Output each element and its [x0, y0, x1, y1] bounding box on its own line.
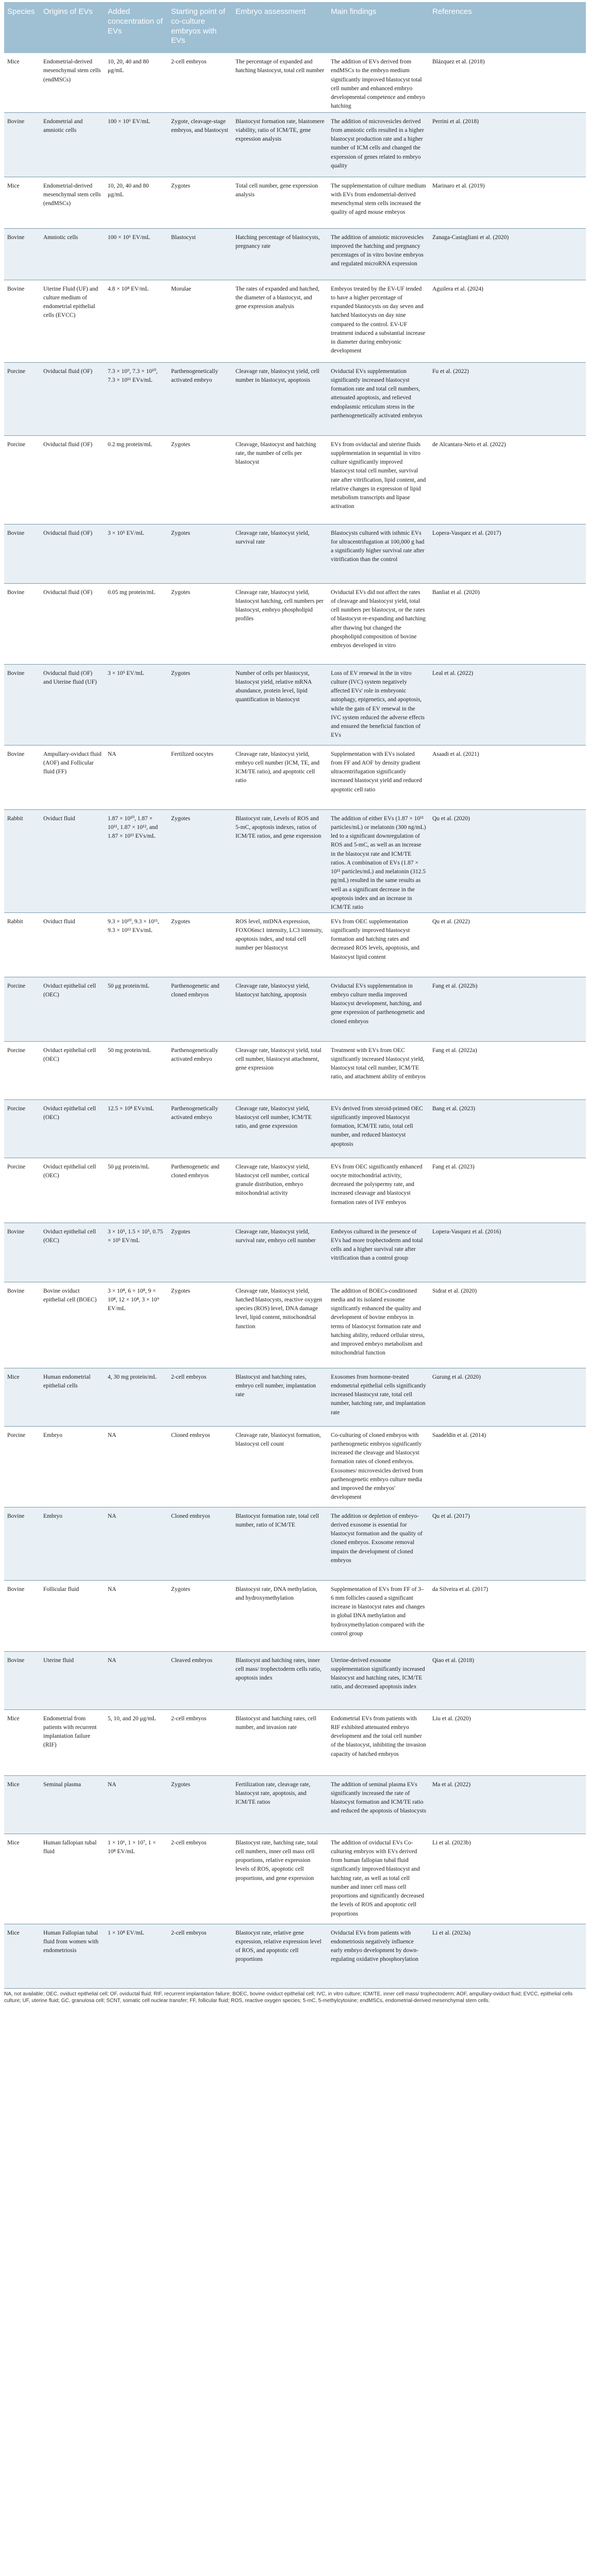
table-row	[4, 1426, 586, 1507]
cell-findings: The addition of amniotic microvesicles improved the hatching and pregnancy percentages of in vitro bovine embryos and regulated microRNA expression	[328, 228, 429, 280]
cell-assessment: The percentage of expanded and hatching blastocyst, total cell number	[232, 53, 328, 112]
cell-species: Bovine	[4, 280, 40, 362]
cell-origin: Oviduct epithelial cell (OEC)	[40, 977, 105, 1041]
cell-assessment: Cleavage, blastocyst and hatching rate, the number of cells per blastocyst	[232, 435, 328, 524]
cell-findings: Co-culturing of cloned embryos with parthenogenetic embryos significantly increased the cleavage and blastocyst formation rates of cloned embryos. Exosomes/ microvesicles derived from parthenogenetic embryo culture media and improved the embryos' development	[328, 1426, 429, 1507]
header-starting-point: Starting point of co-culture embryos with EVs	[168, 2, 232, 53]
cell-species: Bovine	[4, 1507, 40, 1580]
cell-assessment: Cleavage rate, blastocyst yield, hatched blastocysts, reactive oxygen species (ROS) level, DNA damage level, lipid content, mitochondrial function	[232, 1282, 328, 1368]
cell-assessment: ROS level, mtDNA expression, FOXO6mc1 intensity, LC3 intensity, apoptosis index, and total cell number per blastocyst	[232, 912, 328, 977]
cell-origin: Oviductal fluid (OF)	[40, 583, 105, 664]
header-species: Species	[4, 2, 40, 53]
cell-reference: Qu et al. (2017)	[429, 1507, 586, 1580]
cell-concentration: 1.87 × 10¹⁰, 1.87 × 10¹¹, 1.87 × 10¹², and 1.87 × 10¹³ EVs/mL	[105, 809, 168, 912]
cell-assessment: Blastocyst rate, DNA methylation, and hydroxymethylation	[232, 1580, 328, 1651]
cell-origin: Oviductal fluid (OF)	[40, 524, 105, 583]
table-body	[4, 53, 586, 1988]
cell-species: Porcine	[4, 435, 40, 524]
cell-species: Porcine	[4, 1158, 40, 1223]
cell-assessment: Blastocyst and hatching rates, inner cell mass/ trophectoderm cells ratio, apoptosis index	[232, 1651, 328, 1709]
cell-starting: 2-cell embryos	[168, 1834, 232, 1924]
cell-findings: Supplementation with EVs isolated from FF and AOF by density gradient ultracentrifugation significantly increased blastocyst yield and reduced apoptotic cell ratio	[328, 745, 429, 809]
cell-concentration: 50 μg protein/mL	[105, 977, 168, 1041]
cell-reference: Perrini et al. (2018)	[429, 112, 586, 177]
cell-findings: The addition of seminal plasma EVs significantly increased the rate of blastocyst formation and ICM/TE ratio and reduced the apoptosis of blastocysts	[328, 1775, 429, 1834]
cell-species: Mice	[4, 1834, 40, 1924]
cell-reference: Lopera-Vasquez et al. (2016)	[429, 1223, 586, 1282]
cell-starting: 2-cell embryos	[168, 1368, 232, 1426]
cell-species: Bovine	[4, 583, 40, 664]
cell-origin: Bovine oviduct epithelial cell (BOEC)	[40, 1282, 105, 1368]
cell-species: Mice	[4, 1775, 40, 1834]
table-row	[4, 177, 586, 228]
cell-origin: Oviductal fluid (OF) and Uterine fluid (UF)	[40, 664, 105, 745]
table-row	[4, 745, 586, 809]
cell-starting: Parthenogenetically activated embryo	[168, 1041, 232, 1099]
cell-assessment: Blastocyst and hatching rates, cell number, and invasion rate	[232, 1709, 328, 1775]
cell-findings: Exosomes from hormone-treated endometrial epithelial cells significantly increased blastocyst rate, total cell number, hatching rate, and implantation rate	[328, 1368, 429, 1426]
cell-starting: Parthenogenetic and cloned embryos	[168, 1158, 232, 1223]
cell-species: Mice	[4, 1709, 40, 1775]
header-origins: Origins of EVs	[40, 2, 105, 53]
table-row	[4, 1158, 586, 1223]
cell-starting: Zygotes	[168, 583, 232, 664]
header-references: References	[429, 2, 586, 53]
cell-findings: Oviductal EVs supplementation in embryo culture media improved blastocyst development, hatching, and gene expression of parthenogenetic and cloned embryos	[328, 977, 429, 1041]
cell-assessment: Blastocyst rate, relative gene expression, relative expression level of ROS, and apoptotic cell proportions	[232, 1924, 328, 1988]
cell-species: Bovine	[4, 745, 40, 809]
cell-assessment: Blastocyst formation rate, total cell number, ratio of ICM/TE	[232, 1507, 328, 1580]
table-row	[4, 1368, 586, 1426]
cell-reference: Fu et al. (2022)	[429, 362, 586, 435]
cell-findings: Blastocysts cultured with isthmic EVs for ultracentrifugation at 100,000 g had a significantly higher survival rate after vitrification than the control	[328, 524, 429, 583]
cell-species: Mice	[4, 1368, 40, 1426]
cell-assessment: Cleavage rate, blastocyst yield, embryo cell number (ICM, TE, and ICM/TE ratio), and apoptotic cell ratio	[232, 745, 328, 809]
cell-concentration: 4.8 × 10⁸ EV/mL	[105, 280, 168, 362]
table-row	[4, 809, 586, 912]
table-row	[4, 228, 586, 280]
cell-starting: Parthenogenetically activated embryo	[168, 362, 232, 435]
cell-species: Bovine	[4, 1651, 40, 1709]
cell-starting: Zygotes	[168, 664, 232, 745]
cell-concentration: 0.2 mg protein/mL	[105, 435, 168, 524]
cell-origin: Human endometrial epithelial cells	[40, 1368, 105, 1426]
cell-concentration: 3 × 10⁵ EV/mL	[105, 524, 168, 583]
cell-assessment: Cleavage rate, blastocyst yield, blastocyst hatching, cell numbers per blastocyst, embryo phospholipid profiles	[232, 583, 328, 664]
cell-reference: Lopera-Vasquez et al. (2017)	[429, 524, 586, 583]
cell-assessment: Cleavage rate, blastocyst yield, survival rate, embryo cell number	[232, 1223, 328, 1282]
cell-starting: Zygotes	[168, 1223, 232, 1282]
cell-reference: de Alcantara-Neto et al. (2022)	[429, 435, 586, 524]
cell-findings: EVs from OEC supplementation significantly improved blastocyst formation and hatching rates and decreased ROS levels, apoptosis, and blastocyst lipid content	[328, 912, 429, 977]
cell-findings: EVs from OEC significantly enhanced oocyte mitochondrial activity, decreased the polyspermy rate, and increased cleavage and blastocyst formation rates of IVF embryos	[328, 1158, 429, 1223]
cell-species: Rabbit	[4, 912, 40, 977]
cell-starting: Zygotes	[168, 809, 232, 912]
cell-starting: Blastocyst	[168, 228, 232, 280]
cell-findings: EVs from oviductal and uterine fluids supplementation in sequential in vitro culture significantly improved blastocyst total cell number, survival rate after vitrification, lipid content, and relative changes in expression of lipid metabolism transcripts and lipase activation	[328, 435, 429, 524]
cell-concentration: 1 × 10⁸ EV/mL	[105, 1924, 168, 1988]
cell-assessment: Blastocyst rate, Levels of ROS and 5-mC, apoptosis indexes, ratios of ICM/TE ratios, and gene expression	[232, 809, 328, 912]
cell-concentration: 50 μg protein/mL	[105, 1158, 168, 1223]
table-row	[4, 664, 586, 745]
cell-origin: Oviductal fluid (OF)	[40, 435, 105, 524]
cell-assessment: Fertilization rate, cleavage rate, blastocyst rate, apoptosis, and ICM/TE ratios	[232, 1775, 328, 1834]
cell-species: Porcine	[4, 977, 40, 1041]
cell-origin: Uterine Fluid (UF) and culture medium of endometrial epithelial cells (EVCC)	[40, 280, 105, 362]
cell-starting: Parthenogenetically activated embryo	[168, 1099, 232, 1158]
cell-concentration: NA	[105, 1580, 168, 1651]
cell-reference: Aguilera et al. (2024)	[429, 280, 586, 362]
cell-findings: Supplementation of EVs from FF of 3–6 mm follicles caused a significant increase in blastocyst rates and changes in global DNA methylation and hydroxymethylation compared with the control group	[328, 1580, 429, 1651]
cell-assessment: Cleavage rate, blastocyst formation, blastocyst cell count	[232, 1426, 328, 1507]
cell-findings: Uterine-derived exosome supplementation significantly increased blastocyst and hatching rates, ICM/TE ratio, and decreased apoptosis index	[328, 1651, 429, 1709]
cell-reference: Blázquez et al. (2018)	[429, 53, 586, 112]
cell-reference: Qu et al. (2020)	[429, 809, 586, 912]
table-row	[4, 1041, 586, 1099]
table-row	[4, 1223, 586, 1282]
cell-starting: Zygote, cleavage-stage embryos, and blastocyst	[168, 112, 232, 177]
cell-starting: Morulae	[168, 280, 232, 362]
cell-origin: Endometrial-derived mesenchymal stem cells (endMSCs)	[40, 53, 105, 112]
cell-species: Bovine	[4, 1282, 40, 1368]
cell-starting: 2-cell embryos	[168, 1709, 232, 1775]
cell-concentration: 0.05 mg protein/mL	[105, 583, 168, 664]
cell-concentration: 3 × 10⁵ EV/mL	[105, 664, 168, 745]
table-row	[4, 1099, 586, 1158]
cell-origin: Oviductal fluid (OF)	[40, 362, 105, 435]
cell-starting: Zygotes	[168, 177, 232, 228]
cell-findings: Embryos treated by the EV-UF tended to have a higher percentage of expanded blastocysts on day seven and hatched blastocysts on day nine compared to the control. EV-UF treatment induced a substantial increase in diameter during embryonic development	[328, 280, 429, 362]
cell-species: Mice	[4, 1924, 40, 1988]
cell-concentration: 50 mg protein/mL	[105, 1041, 168, 1099]
cell-reference: Liu et al. (2020)	[429, 1709, 586, 1775]
table-row	[4, 583, 586, 664]
cell-concentration: NA	[105, 745, 168, 809]
cell-concentration: 10, 20, 40 and 80 μg/mL	[105, 177, 168, 228]
cell-origin: Endometrial from patients with recurrent implantation failure (RIF)	[40, 1709, 105, 1775]
cell-reference: Asaadi et al. (2021)	[429, 745, 586, 809]
cell-findings: Oviductal EVs did not affect the rates of cleavage and blastocyst yield, total cell numbers per blastocyst, or the rates of blastocyst re-expanding and hatching after thawing but changed the phospholipid composition of bovine embryos developed in vitro	[328, 583, 429, 664]
cell-species: Bovine	[4, 664, 40, 745]
cell-origin: Endometrial-derived mesenchymal stem cells (endMSCs)	[40, 177, 105, 228]
cell-assessment: Blastocyst formation rate, blastomere viability, ratio of ICM/TE, gene expression analysis	[232, 112, 328, 177]
cell-starting: Zygotes	[168, 524, 232, 583]
cell-assessment: Blastocyst and hatching rates, embryo cell number, implantation rate	[232, 1368, 328, 1426]
cell-findings: EVs derived from steroid-primed OEC significantly improved blastocyst formation, ICM/TE ratio, total cell number, and reduced blastocyst apoptosis	[328, 1099, 429, 1158]
table-header	[4, 2, 586, 53]
cell-findings: The addition of EVs derived from endMSCs to the embryo medium significantly improved blastocyst total cell number and enhanced embryo developmental competence and embryo hatching	[328, 53, 429, 112]
cell-starting: Parthenogenetic and cloned embryos	[168, 977, 232, 1041]
table-row	[4, 1580, 586, 1651]
cell-origin: Oviduct fluid	[40, 809, 105, 912]
cell-species: Bovine	[4, 524, 40, 583]
cell-concentration: 4, 30 mg protein/mL	[105, 1368, 168, 1426]
cell-species: Bovine	[4, 228, 40, 280]
cell-assessment: Hatching percentage of blastocysts, pregnancy rate	[232, 228, 328, 280]
cell-origin: Human Fallopian tubal fluid from women with endometriosis	[40, 1924, 105, 1988]
cell-starting: Cloned embryos	[168, 1507, 232, 1580]
cell-findings: Oviductal EVs from patients with endometriosis negatively influence early embryo development by down-regulating oxidative phosphorylation	[328, 1924, 429, 1988]
cell-concentration: 10, 20, 40 and 80 μg/mL	[105, 53, 168, 112]
cell-origin: Human fallopian tubal fluid	[40, 1834, 105, 1924]
cell-findings: Endometrial EVs from patients with RIF exhibited attenuated embryo development and the total cell number of the blastocyst, inhibiting the invasion capacity of hatched embryos	[328, 1709, 429, 1775]
cell-concentration: 7.3 × 10⁹, 7.3 × 10¹⁰, 7.3 × 10¹¹ EVs/mL	[105, 362, 168, 435]
cell-assessment: Cleavage rate, blastocyst yield, cell number in blastocyst, apoptosis	[232, 362, 328, 435]
table-row	[4, 112, 586, 177]
cell-reference: Li et al. (2023b)	[429, 1834, 586, 1924]
table-row	[4, 280, 586, 362]
cell-concentration: 9.3 × 10¹⁰, 9.3 × 10¹¹, 9.3 × 10¹² EVs/mL	[105, 912, 168, 977]
cell-reference: Marinaro et al. (2019)	[429, 177, 586, 228]
cell-findings: The addition of oviductal EVs Co-culturing embryos with EVs derived from human fallopian tubal fluid significantly improved blastocyst and hatching rate, as well as total cell number and inner cell mass cell proportions and significantly decreased the levels of ROS and apoptotic cell proportions	[328, 1834, 429, 1924]
cell-concentration: 3 × 10⁸, 6 × 10⁸, 9 × 10⁸, 12 × 10⁸, 3 × 10⁹ EV/mL	[105, 1282, 168, 1368]
cell-starting: 2-cell embryos	[168, 53, 232, 112]
table-row	[4, 524, 586, 583]
cell-assessment: Cleavage rate, blastocyst yield, survival rate	[232, 524, 328, 583]
cell-species: Bovine	[4, 1580, 40, 1651]
cell-reference: Sidrat et al. (2020)	[429, 1282, 586, 1368]
table-row	[4, 1507, 586, 1580]
cell-species: Mice	[4, 53, 40, 112]
cell-reference: Fang et al. (2022a)	[429, 1041, 586, 1099]
cell-concentration: 1 × 10⁶, 1 × 10⁷, 1 × 10⁸ EV/mL	[105, 1834, 168, 1924]
table-row	[4, 1651, 586, 1709]
cell-concentration: NA	[105, 1651, 168, 1709]
cell-findings: The addition of BOECs-conditioned media and its isolated exosome significantly enhanced the quality and development of bovine embryos in terms of blastocyst formation rate and hatching ability, reduced cellular stress, and improved embryo metabolism and mitochondrial function	[328, 1282, 429, 1368]
header-concentration: Added concentration of EVs	[105, 2, 168, 53]
cell-origin: Ampullary-oviduct fluid (AOF) and Follicular fluid (FF)	[40, 745, 105, 809]
cell-concentration: 12.5 × 10⁸ EVs/mL	[105, 1099, 168, 1158]
table-row	[4, 977, 586, 1041]
cell-reference: Banliat et al. (2020)	[429, 583, 586, 664]
cell-starting: Cloned embryos	[168, 1426, 232, 1507]
table-row	[4, 362, 586, 435]
header-assessment: Embryo assessment	[232, 2, 328, 53]
table-row	[4, 912, 586, 977]
cell-findings: Treatment with EVs from OEC significantly increased blastocyst yield, blastocyst total cell number, ICM/TE ratio, and attachment ability of embryos	[328, 1041, 429, 1099]
cell-species: Rabbit	[4, 809, 40, 912]
cell-assessment: Cleavage rate, blastocyst yield, total cell number, blastocyst attachment, gene expression	[232, 1041, 328, 1099]
table-footnote: NA, not available; OEC, oviduct epithelial cell; OF, oviductal fluid; RIF, recurrent implantation failure; BOEC, bovine oviduct epithelial cell; IVC, in vitro culture; ICM/TE, inner cell mass/ trophectoderm; AOF, ampullary-oviduct fluid; EVCC, epithelial cells culture; UF, uterine fluid; GC, granulosa cell; SCNT, somatic cell nuclear transfer; FF, follicular fluid; ROS, reactive oxygen species; 5-mC, 5-methylcytosine; endMSCs, endometrial-derived mesenchymal stem cells.	[4, 1991, 573, 2004]
cell-starting: Zygotes	[168, 912, 232, 977]
cell-assessment: Cleavage rate, blastocyst yield, blastocyst hatching, apoptosis	[232, 977, 328, 1041]
cell-concentration: 5, 10, and 20 μg/mL	[105, 1709, 168, 1775]
cell-starting: Zygotes	[168, 1580, 232, 1651]
cell-species: Porcine	[4, 1426, 40, 1507]
cell-reference: Qu et al. (2022)	[429, 912, 586, 977]
cell-origin: Embryo	[40, 1426, 105, 1507]
cell-concentration: 100 × 10⁶ EV/mL	[105, 228, 168, 280]
cell-reference: Qiao et al. (2018)	[429, 1651, 586, 1709]
cell-concentration: NA	[105, 1507, 168, 1580]
cell-origin: Endometrial and amniotic cells	[40, 112, 105, 177]
cell-reference: Li et al. (2023a)	[429, 1924, 586, 1988]
table-row	[4, 53, 586, 112]
table-row	[4, 1709, 586, 1775]
cell-reference: Bang et al. (2023)	[429, 1099, 586, 1158]
cell-origin: Oviduct epithelial cell (OEC)	[40, 1099, 105, 1158]
cell-concentration: 3 × 10⁵, 1.5 × 10⁵, 0.75 × 10⁵ EV/mL	[105, 1223, 168, 1282]
cell-origin: Oviduct epithelial cell (OEC)	[40, 1223, 105, 1282]
cell-assessment: Total cell number, gene expression analysis	[232, 177, 328, 228]
cell-reference: Ma et al. (2022)	[429, 1775, 586, 1834]
cell-reference: da Silveira et al. (2017)	[429, 1580, 586, 1651]
cell-assessment: The rates of expanded and hatched, the diameter of a blastocyst, and gene expression analysis	[232, 280, 328, 362]
cell-concentration: NA	[105, 1426, 168, 1507]
cell-findings: Loss of EV renewal in the in vitro culture (IVC) system negatively affected EVs' role in embryonic autophagy, epigenetics, and apoptosis, while the gain of EV renewal in the IVC system reduced the adverse effects and ensured the beneficial function of EVs	[328, 664, 429, 745]
table-row	[4, 1834, 586, 1924]
cell-starting: 2-cell embryos	[168, 1924, 232, 1988]
cell-assessment: Cleavage rate, blastocyst yield, blastocyst cell number, ICM/TE ratio, and gene expression	[232, 1099, 328, 1158]
cell-assessment: Number of cells per blastocyst, blastocyst yield, relative mRNA abundance, protein level, lipid quantification in blastocyst	[232, 664, 328, 745]
cell-assessment: Blastocyst rate, hatching rate, total cell numbers, inner cell mass cell proportions, relative expression levels of ROS, apoptotic cell proportions, and gene expression	[232, 1834, 328, 1924]
cell-findings: Oviductal EVs supplementation significantly increased blastocyst formation rate and total cell numbers, attenuated apoptosis, and relieved endoplasmic reticulum stress in the parthenogenetically activated embryos	[328, 362, 429, 435]
cell-origin: Amniotic cells	[40, 228, 105, 280]
cell-assessment: Cleavage rate, blastocyst yield, blastocyst cell number, cortical granule distribution, embryo mitochondrial activity	[232, 1158, 328, 1223]
cell-origin: Embryo	[40, 1507, 105, 1580]
cell-findings: Embryos cultured in the presence of EVs had more trophectoderm and total cells and a higher survival rate after vitrification than a control group	[328, 1223, 429, 1282]
header-findings: Main findings	[328, 2, 429, 53]
cell-starting: Cleaved embryos	[168, 1651, 232, 1709]
table-row	[4, 1924, 586, 1988]
cell-origin: Seminal plasma	[40, 1775, 105, 1834]
table-row	[4, 435, 586, 524]
cell-findings: The addition or depletion of embryo-derived exosome is essential for blastocyst formation and the quality of cloned embryos. Exosome removal impairs the development of cloned embryos	[328, 1507, 429, 1580]
cell-starting: Fertilized oocytes	[168, 745, 232, 809]
cell-origin: Oviduct fluid	[40, 912, 105, 977]
cell-reference: Leal et al. (2022)	[429, 664, 586, 745]
cell-species: Porcine	[4, 1099, 40, 1158]
cell-reference: Fang et al. (2022b)	[429, 977, 586, 1041]
cell-reference: Zanaga-Castagliani et al. (2020)	[429, 228, 586, 280]
evs-embryo-table	[4, 2, 586, 1989]
cell-findings: The addition of either EVs (1.87 × 10¹¹ particles/mL) or melatonin (300 ng/mL) led to a significant downregulation of ROS and 5-mC, as well as an increase in the blastocyst rate and ICM/TE ratios. A combination of EVs (1.87 × 10¹¹ particles/mL) and melatonin (312.5 pg/mL) resulted in the same results as well as a significant decrease in the apoptosis index and an increase in ICM/TE ratio	[328, 809, 429, 912]
cell-starting: Zygotes	[168, 1775, 232, 1834]
cell-origin: Uterine fluid	[40, 1651, 105, 1709]
cell-concentration: 100 × 10⁶ EV/mL	[105, 112, 168, 177]
table-row	[4, 1282, 586, 1368]
cell-origin: Follicular fluid	[40, 1580, 105, 1651]
cell-species: Porcine	[4, 1041, 40, 1099]
cell-concentration: NA	[105, 1775, 168, 1834]
cell-species: Mice	[4, 177, 40, 228]
cell-origin: Oviduct epithelial cell (OEC)	[40, 1158, 105, 1223]
cell-findings: The supplementation of culture medium with EVs from endometrial-derived mesenchymal stem cells increased the quality of aged mouse embryos	[328, 177, 429, 228]
cell-reference: Gurung et al. (2020)	[429, 1368, 586, 1426]
cell-reference: Saadeldin et al. (2014)	[429, 1426, 586, 1507]
cell-origin: Oviduct epithelial cell (OEC)	[40, 1041, 105, 1099]
cell-species: Porcine	[4, 362, 40, 435]
cell-reference: Fang et al. (2023)	[429, 1158, 586, 1223]
cell-starting: Zygotes	[168, 435, 232, 524]
cell-starting: Zygotes	[168, 1282, 232, 1368]
cell-species: Bovine	[4, 112, 40, 177]
table-row	[4, 1775, 586, 1834]
cell-species: Bovine	[4, 1223, 40, 1282]
cell-findings: The addition of microvesicles derived from amniotic cells resulted in a higher blastocyst production rate and a higher number of ICM cells and changed the expression of genes related to embryo quality	[328, 112, 429, 177]
